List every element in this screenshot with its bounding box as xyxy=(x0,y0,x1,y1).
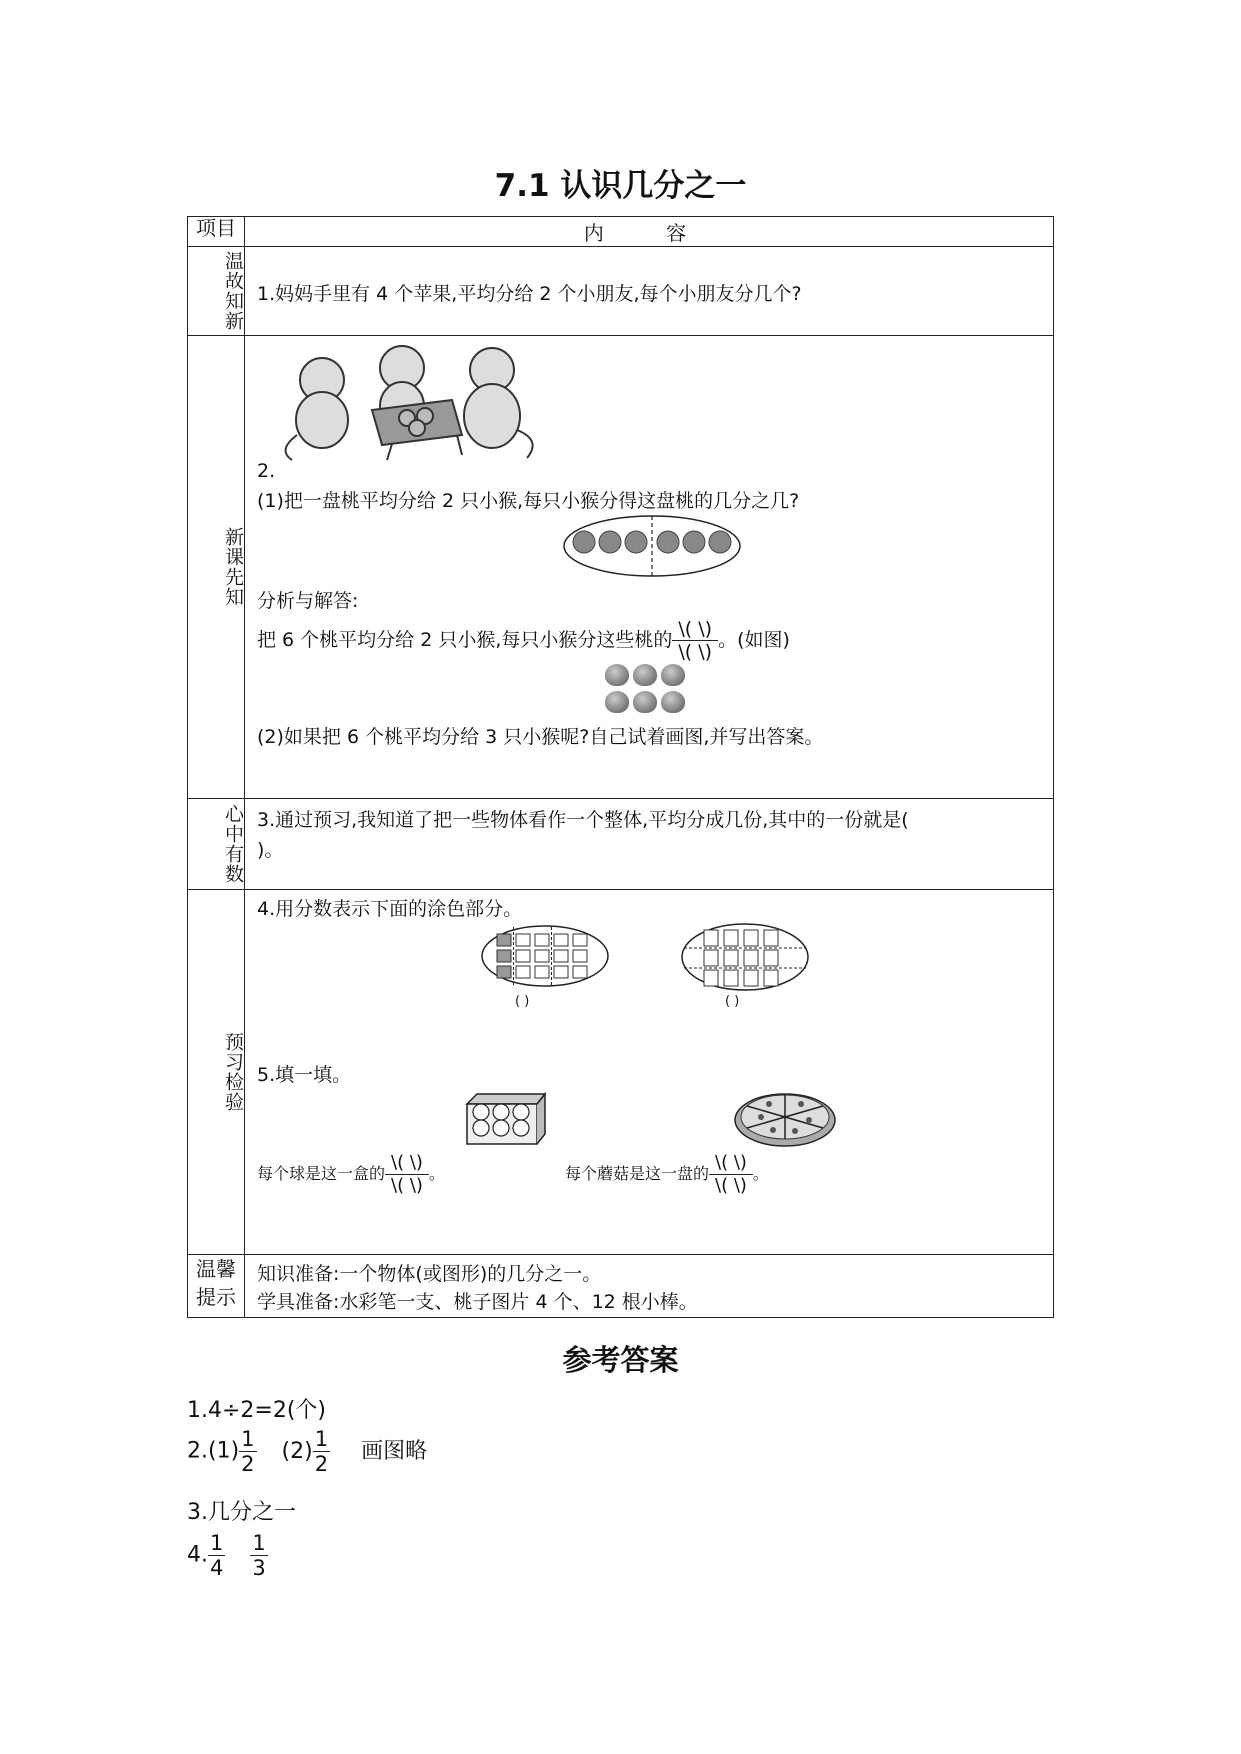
fraction-numerator: 1 xyxy=(314,1427,329,1451)
fraction-numerator: \( \) xyxy=(385,1152,429,1175)
row-content-summary xyxy=(245,799,1054,890)
fraction-numerator: 1 xyxy=(241,1427,255,1451)
page-title: 7.1 认识几分之一 xyxy=(494,168,747,204)
ball-fill-line xyxy=(257,1152,445,1197)
fraction-numerator: 1 xyxy=(210,1531,224,1555)
header-content: 内 容 xyxy=(245,217,1054,247)
fraction-denominator: 2 xyxy=(314,1452,329,1476)
answer-4 xyxy=(187,1531,268,1580)
grid-oval-1 xyxy=(480,924,610,988)
fraction-denominator: \( \) xyxy=(678,641,713,663)
question-2-1: (1)把一盘桃平均分给 2 只小猴,每只小猴分得这盘桃的几分之几? xyxy=(257,490,800,512)
question-4: 4.用分数表示下面的涂色部分。 xyxy=(257,898,523,920)
monkeys-illustration xyxy=(277,340,547,462)
tip-tools: 学具准备:水彩笔一支、桃子图片 4 个、12 根小棒。 xyxy=(257,1291,698,1313)
row-label-check: 预习检验 xyxy=(188,890,245,1255)
tips-label: 温馨提示 xyxy=(196,1257,236,1309)
peach-icon xyxy=(633,691,657,713)
question-1: 1.妈妈手里有 4 个苹果,平均分给 2 个小朋友,每个小朋友分几个? xyxy=(257,283,802,305)
table-row xyxy=(188,247,1054,336)
table-header-row xyxy=(188,217,1054,247)
fraction-numerator: 1 xyxy=(252,1531,266,1555)
peach-plate xyxy=(562,514,742,578)
peach-icon xyxy=(605,664,629,686)
fraction-denominator: \( \) xyxy=(715,1175,747,1196)
fill-blank-text: 把 6 个桃平均分给 2 只小猴,每只小猴分这些桃的 xyxy=(257,629,673,651)
peach-grid xyxy=(603,664,693,718)
row-label-summary: 心中有数 xyxy=(188,799,245,890)
fraction-denominator: \( \) xyxy=(391,1175,423,1196)
row-label-tips xyxy=(188,1255,245,1318)
peach-icon xyxy=(661,691,685,713)
mushroom-fill-line xyxy=(565,1152,769,1197)
analysis-label: 分析与解答: xyxy=(257,590,359,612)
table-row xyxy=(188,336,1054,799)
fill-blank-tail: 。(如图) xyxy=(718,629,790,651)
mushroom-text: 每个蘑菇是这一盘的 xyxy=(565,1164,710,1183)
row-content-tips xyxy=(245,1255,1054,1318)
answer-3: 3.几分之一 xyxy=(187,1500,296,1525)
peach-icon xyxy=(633,664,657,686)
fill-blank-line xyxy=(257,618,790,663)
worksheet-table xyxy=(187,216,1054,1318)
question-3-line2: )。 xyxy=(257,839,284,861)
row-label-new-lesson: 新课先知 xyxy=(188,336,245,799)
answer-fraction xyxy=(208,1531,225,1580)
period: 。 xyxy=(752,1164,769,1183)
table-row xyxy=(188,1255,1054,1318)
answer-paren-1[interactable]: ( ) xyxy=(515,994,530,1009)
fraction-numerator: \( \) xyxy=(672,618,718,641)
fraction-blank[interactable] xyxy=(709,1152,753,1197)
answer-fraction xyxy=(313,1427,330,1476)
peach-icon xyxy=(661,664,685,686)
table-row xyxy=(188,890,1054,1255)
answer-2-part2: (2) xyxy=(281,1438,313,1464)
row-label-review: 温故知新 xyxy=(188,247,245,336)
table-row xyxy=(188,799,1054,890)
ball-box-illustration xyxy=(465,1088,547,1146)
answer-fraction xyxy=(239,1427,256,1476)
fraction-blank[interactable] xyxy=(672,618,718,663)
period: 。 xyxy=(428,1164,445,1183)
question-2-number: 2. xyxy=(257,460,276,482)
answer-4-prefix: 4. xyxy=(187,1542,208,1568)
answer-2-prefix: 2.(1) xyxy=(187,1438,240,1464)
tip-knowledge: 知识准备:一个物体(或图形)的几分之一。 xyxy=(257,1263,602,1285)
answer-fraction xyxy=(250,1531,267,1580)
fraction-blank[interactable] xyxy=(385,1152,429,1197)
question-2-2: (2)如果把 6 个桃平均分给 3 只小猴呢?自己试着画图,并写出答案。 xyxy=(257,726,824,748)
fraction-denominator: 3 xyxy=(252,1556,266,1580)
header-item: 项目 xyxy=(188,217,245,247)
peach-icon xyxy=(605,691,629,713)
answers-title: 参考答案 xyxy=(562,1343,679,1377)
row-content-new-lesson xyxy=(245,336,1054,799)
pizza-illustration xyxy=(733,1086,837,1148)
fraction-denominator: 2 xyxy=(241,1452,255,1476)
question-3-line1: 3.通过预习,我知道了把一些物体看作一个整体,平均分成几份,其中的一份就是( xyxy=(257,809,909,831)
fraction-denominator: 4 xyxy=(210,1556,224,1580)
question-5: 5.填一填。 xyxy=(257,1064,352,1086)
answer-1: 1.4÷2=2(个) xyxy=(187,1398,327,1423)
answer-paren-2[interactable]: ( ) xyxy=(725,994,740,1009)
fraction-numerator: \( \) xyxy=(709,1152,753,1175)
answer-2-tail: 画图略 xyxy=(361,1438,428,1464)
row-content-check xyxy=(245,890,1054,1255)
ball-text: 每个球是这一盒的 xyxy=(257,1164,386,1183)
row-content-review xyxy=(245,247,1054,336)
grid-oval-2 xyxy=(680,922,810,992)
answer-2 xyxy=(187,1427,427,1476)
